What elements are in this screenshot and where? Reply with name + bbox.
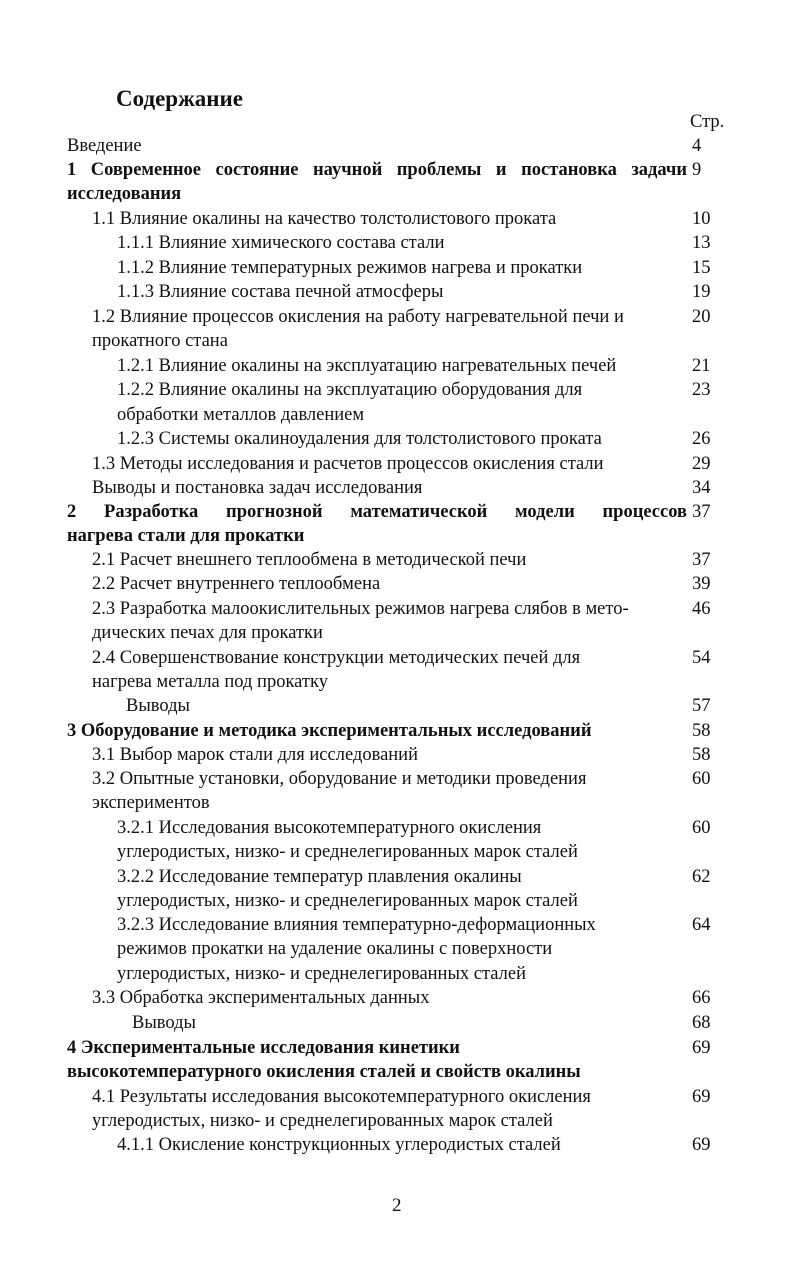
toc-entry [0, 427, 799, 451]
toc-entry-text: углеродистых, низко- и среднелегированных сталей [117, 964, 526, 984]
toc-entry [0, 452, 799, 476]
toc-entry [0, 572, 799, 596]
toc-entry-page: 26 [692, 429, 711, 449]
toc-entry-page: 58 [692, 721, 711, 741]
toc-entry-page: 69 [692, 1135, 711, 1155]
toc-entry-page: 57 [692, 696, 711, 716]
toc-entry-text: дических печах для прокатки [92, 623, 323, 643]
page-column-label: Стр. [690, 112, 725, 132]
toc-entry-text: 3 Оборудование и методика экспериментальных исследований [67, 721, 592, 741]
toc-entry [0, 476, 799, 500]
toc-entry [0, 1109, 799, 1133]
page-number: 2 [392, 1195, 402, 1216]
toc-entry-page: 46 [692, 599, 711, 619]
toc-entry-page: 66 [692, 988, 711, 1008]
toc-entry [0, 865, 799, 889]
toc-entry-text: 1.1.3 Влияние состава печной атмосферы [117, 282, 444, 302]
page-title: Содержание [116, 86, 243, 111]
toc-entry [0, 840, 799, 864]
toc-entry [0, 621, 799, 645]
toc-entry-page: 54 [692, 648, 711, 668]
toc-entry [0, 767, 799, 791]
toc-entry-text: 1.2.3 Системы окалиноудаления для толстолистового проката [117, 429, 602, 449]
toc-entry-text: 4 Экспериментальные исследования кинетики [67, 1038, 460, 1058]
toc-entry-text: 2.2 Расчет внутреннего теплообмена [92, 574, 381, 594]
toc-entry [0, 500, 799, 524]
toc-entry-page: 69 [692, 1087, 711, 1107]
toc-entry [0, 182, 799, 206]
toc-entry [0, 597, 799, 621]
toc-entry-page: 19 [692, 282, 711, 302]
toc-entry-page: 60 [692, 818, 711, 838]
toc-entry-text: 1.2 Влияние процессов окисления на работу нагревательной печи и [92, 307, 624, 327]
toc-entry-page: 60 [692, 769, 711, 789]
toc-entry [0, 256, 799, 280]
toc-entry [0, 403, 799, 427]
toc-entry-page: 23 [692, 380, 711, 400]
toc-entry-text: 4.1 Результаты исследования высокотемпературного окисления [92, 1087, 591, 1107]
toc-entry [0, 743, 799, 767]
toc-entry-page: 68 [692, 1013, 711, 1033]
toc-entry-page: 64 [692, 915, 711, 935]
toc-entry [0, 791, 799, 815]
toc-entry-page: 58 [692, 745, 711, 765]
toc-entry-text: высокотемпературного окисления сталей и свойств окалины [67, 1062, 581, 1082]
toc-entry-page: 20 [692, 307, 711, 327]
toc-entry-page: 10 [692, 209, 711, 229]
toc-entry-text: исследования [67, 184, 182, 204]
toc-entry-text: прокатного стана [92, 331, 228, 351]
toc-entry-page: 13 [692, 233, 711, 253]
toc-entry [0, 134, 799, 158]
toc-entry [0, 1085, 799, 1109]
toc-entry-text: Введение [67, 136, 142, 156]
toc-entry [0, 694, 799, 718]
toc-entry-text: 2 Разработка прогнозной математической модели процессов [67, 502, 687, 522]
toc-entry-text: Выводы [126, 696, 190, 716]
toc-entry [0, 305, 799, 329]
toc-entry [0, 913, 799, 937]
toc-entry [0, 646, 799, 670]
toc-entry [0, 670, 799, 694]
toc-entry-text: 1.3 Методы исследования и расчетов процессов окисления стали [92, 454, 604, 474]
toc-entry [0, 986, 799, 1010]
toc-entry-text: Выводы [132, 1013, 196, 1033]
toc-entry-text: 1.1.2 Влияние температурных режимов нагрева и прокатки [117, 258, 583, 278]
toc-entry-page: 4 [692, 136, 702, 156]
toc-entry-text: 3.2.2 Исследование температур плавления окалины [117, 867, 522, 887]
toc-entry-text: нагрева металла под прокатку [92, 672, 328, 692]
toc-entry [0, 816, 799, 840]
toc-entry-text: углеродистых, низко- и среднелегированных марок сталей [92, 1111, 553, 1131]
toc-entry-text: 1.1.1 Влияние химического состава стали [117, 233, 445, 253]
toc-entry-page: 21 [692, 356, 711, 376]
toc-entry-text: 1.2.1 Влияние окалины на эксплуатацию нагревательных печей [117, 356, 617, 376]
toc-entry [0, 231, 799, 255]
toc-entry [0, 1133, 799, 1157]
toc-entry [0, 962, 799, 986]
toc-entry-text: 3.1 Выбор марок стали для исследований [92, 745, 418, 765]
toc-entry [0, 329, 799, 353]
toc-entry-text: 4.1.1 Окисление конструкционных углеродистых сталей [117, 1135, 561, 1155]
toc-entry-text: экспериментов [92, 793, 210, 813]
toc-entry-text: углеродистых, низко- и среднелегированных марок сталей [117, 842, 578, 862]
toc-entry [0, 354, 799, 378]
toc-entry-text: 1.1 Влияние окалины на качество толстолистового проката [92, 209, 557, 229]
toc-entry-page: 62 [692, 867, 711, 887]
toc-entry-text: нагрева стали для прокатки [67, 526, 305, 546]
toc-entry [0, 1036, 799, 1060]
toc-entry-text: углеродистых, низко- и среднелегированных марок сталей [117, 891, 578, 911]
toc-entry [0, 1060, 799, 1084]
toc-entry-text: 3.3 Обработка экспериментальных данных [92, 988, 430, 1008]
toc-entry-text: обработки металлов давлением [117, 405, 365, 425]
toc-entry-text: режимов прокатки на удаление окалины с поверхности [117, 939, 553, 959]
toc-entry-page: 34 [692, 478, 711, 498]
toc-entry-text: 1 Современное состояние научной проблемы и постановка задачи [67, 160, 687, 180]
toc-entry-page: 15 [692, 258, 711, 278]
toc-entry-text: 3.2.3 Исследование влияния температурно-деформационных [117, 915, 596, 935]
toc-entry-page: 69 [692, 1038, 711, 1058]
toc-entry [0, 158, 799, 182]
toc-entry-text: 3.2 Опытные установки, оборудование и методики проведения [92, 769, 587, 789]
toc-entry [0, 378, 799, 402]
toc-entry-page: 29 [692, 454, 711, 474]
toc-entry-text: Выводы и постановка задач исследования [92, 478, 423, 498]
toc-entry [0, 1011, 799, 1035]
toc-entry [0, 937, 799, 961]
toc-entry [0, 524, 799, 548]
toc-entry-text: 2.4 Совершенствование конструкции методических печей для [92, 648, 581, 668]
toc-entry-page: 37 [692, 502, 711, 522]
toc-entry [0, 207, 799, 231]
toc-entry [0, 719, 799, 743]
toc-entry [0, 280, 799, 304]
toc-entry [0, 548, 799, 572]
toc-entry-page: 9 [692, 160, 702, 180]
toc-entry-text: 1.2.2 Влияние окалины на эксплуатацию оборудования для [117, 380, 583, 400]
toc-entry-text: 2.3 Разработка малоокислительных режимов нагрева слябов в мето- [92, 599, 629, 619]
toc-entry-page: 37 [692, 550, 711, 570]
toc-entry-text: 2.1 Расчет внешнего теплообмена в методической печи [92, 550, 527, 570]
toc-entry [0, 889, 799, 913]
toc-entry-text: 3.2.1 Исследования высокотемпературного окисления [117, 818, 542, 838]
toc-entry-page: 39 [692, 574, 711, 594]
